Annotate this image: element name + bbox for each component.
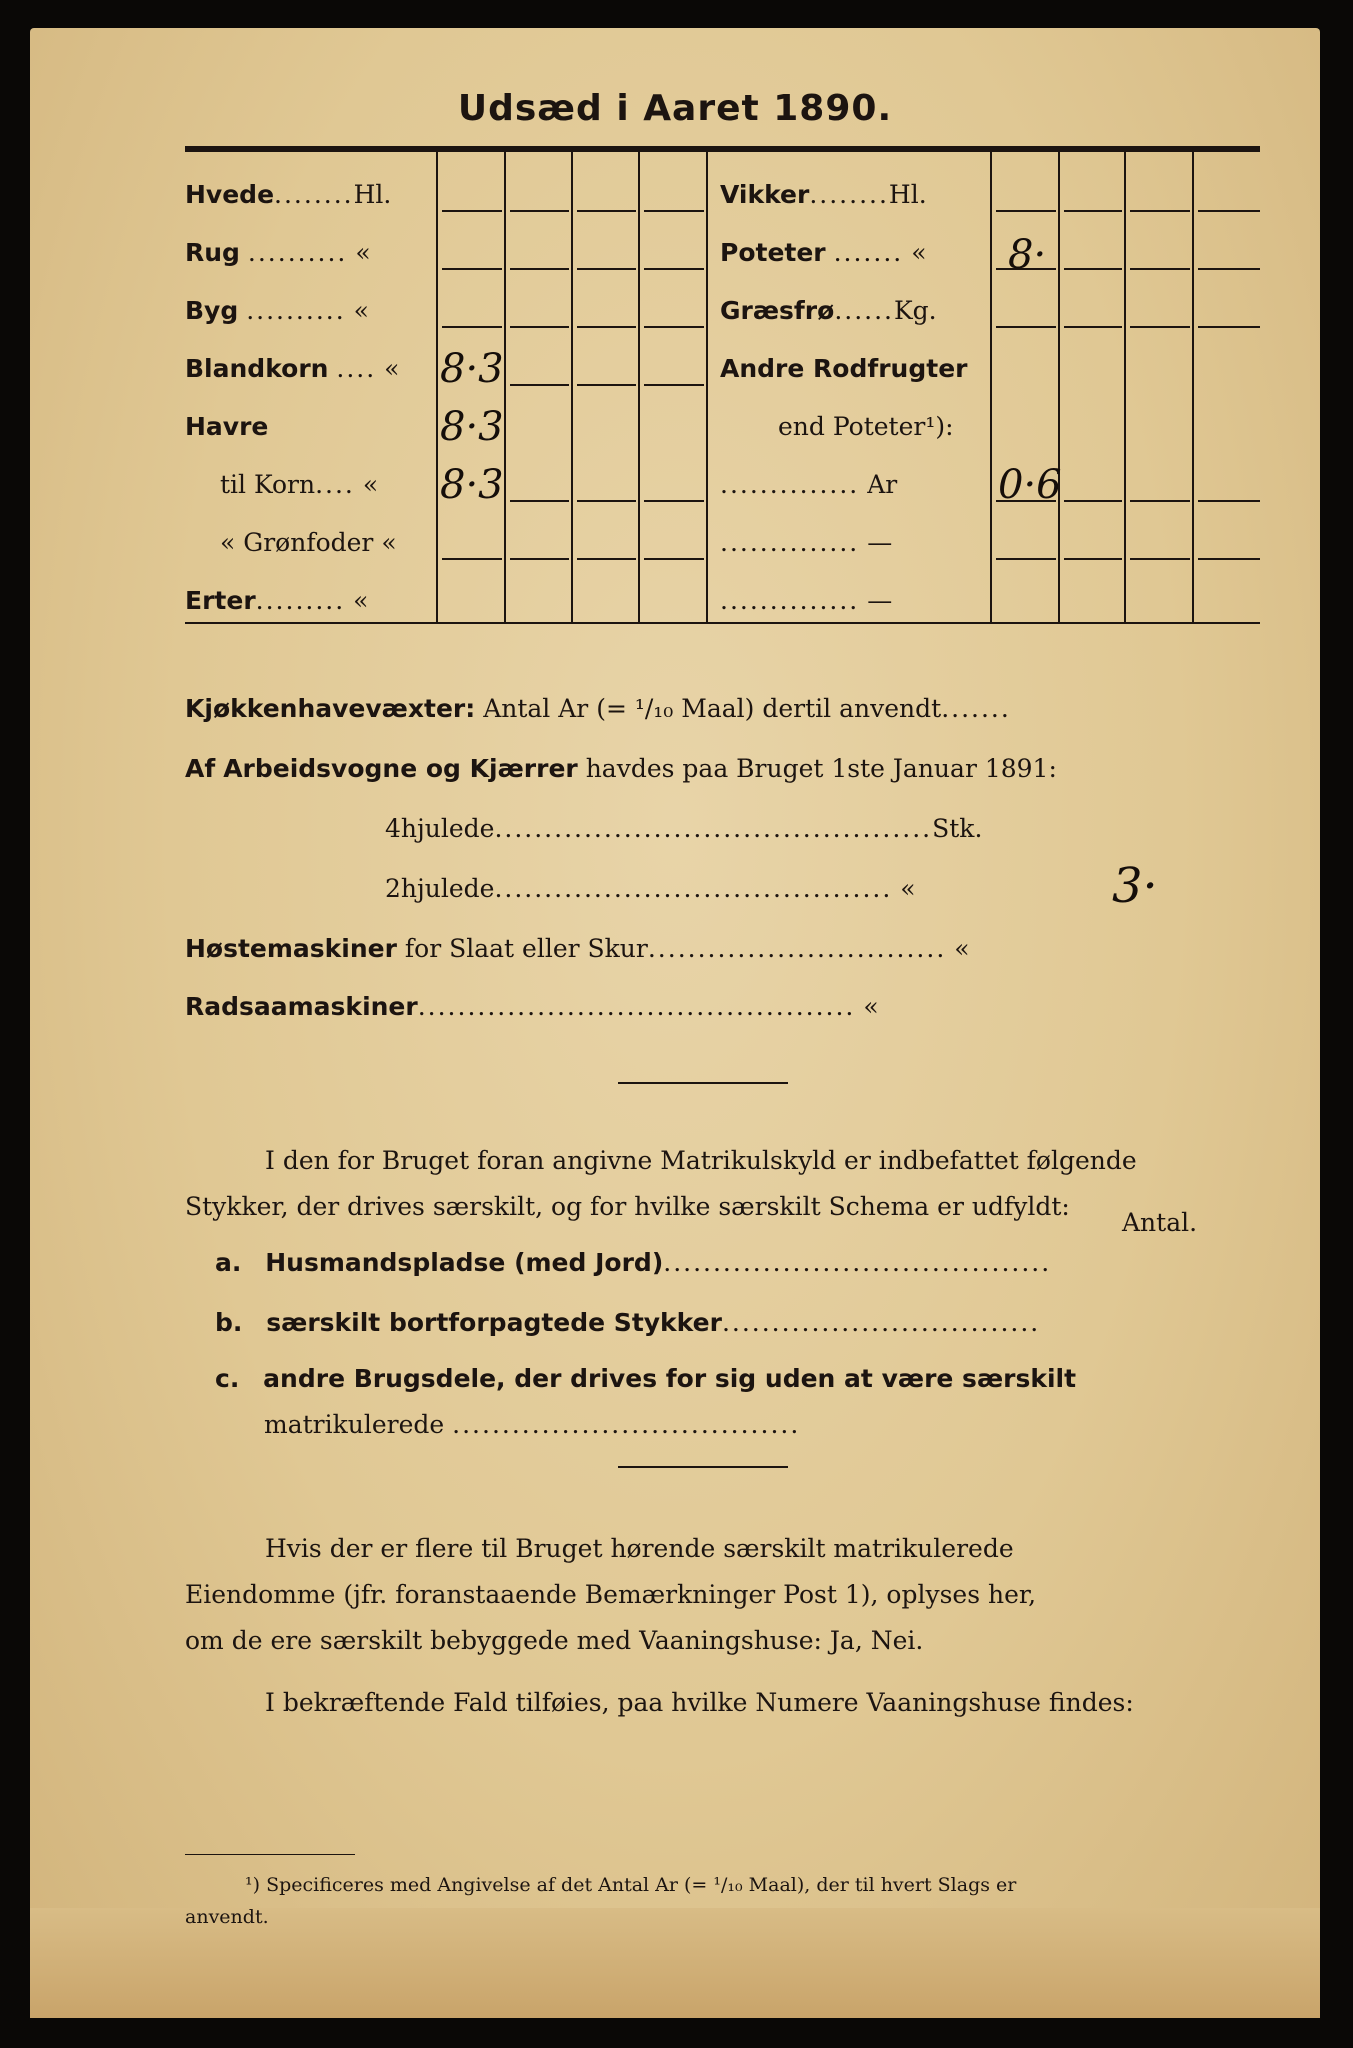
- col-rule: [1058, 152, 1060, 622]
- crop-row: til Korn.... «: [220, 470, 379, 499]
- crop-row: Erter......... «: [185, 586, 369, 615]
- cell-line: [1130, 210, 1190, 212]
- cell-line: [577, 210, 636, 212]
- properties-line: om de ere særskilt bebyggede med Vaaningshuse: Ja, Nei.: [185, 1626, 924, 1655]
- footnote: anvendt.: [185, 1906, 269, 1928]
- parcel-b: b. særskilt bortforpagtede Stykker................................: [215, 1308, 1041, 1337]
- cell-line: [996, 210, 1056, 212]
- two-wheel-line: 2hjulede........................................ «: [385, 874, 916, 903]
- col-rule: [1192, 152, 1194, 622]
- table-bottom-rule: [185, 622, 1260, 624]
- crop-row: .............. Ar: [720, 470, 898, 499]
- cell-line: [644, 558, 704, 560]
- properties-line: Hvis der er flere til Bruget hørende særskilt matrikulerede: [265, 1534, 1014, 1563]
- cell-line: [577, 558, 636, 560]
- seeder-line: Radsaamaskiner............................................ «: [185, 992, 879, 1021]
- footnote: ¹) Specificeres med Angivelse af det Antal Ar (= ¹/₁₀ Maal), der til hvert Slags er: [245, 1874, 1017, 1896]
- crop-row: Andre Rodfrugter: [720, 354, 968, 383]
- col-rule: [638, 152, 640, 622]
- crop-row: Havre: [185, 412, 269, 441]
- cell-line: [996, 326, 1056, 328]
- cell-line: [577, 326, 636, 328]
- harvester-line: Høstemaskiner for Slaat eller Skur.............................. «: [185, 934, 970, 963]
- col-rule: [1124, 152, 1126, 622]
- parcel-a: a. Husmandspladse (med Jord).......................................: [215, 1248, 1052, 1277]
- parcels-intro: Stykker, der drives særskilt, og for hvilke særskilt Schema er udfyldt:: [185, 1192, 1070, 1221]
- value-rodfrugter: 0·6: [998, 462, 1062, 508]
- parcel-c: c. andre Brugsdele, der drives for sig uden at være særskilt: [215, 1364, 1077, 1393]
- form-page: [30, 28, 1320, 2018]
- cell-line: [442, 268, 502, 270]
- table-top-rule: [185, 146, 1260, 152]
- cell-line: [644, 384, 704, 386]
- cell-line: [1198, 500, 1260, 502]
- crop-row: Hvede........Hl.: [185, 180, 392, 209]
- footnote-rule: [185, 1854, 355, 1855]
- kitchen-garden-line: Kjøkkenhavevæxter: Antal Ar (= ¹/₁₀ Maal) dertil anvendt.......: [185, 694, 1011, 723]
- value-til-korn: 8·3: [440, 462, 504, 508]
- cell-line: [577, 500, 636, 502]
- crop-row: Byg .......... «: [185, 296, 369, 325]
- col-rule: [436, 152, 438, 622]
- crop-row: « Grønfoder «: [220, 528, 397, 557]
- crop-row: Blandkorn .... «: [185, 354, 400, 383]
- cell-line: [510, 500, 569, 502]
- wagons-line: Af Arbeidsvogne og Kjærrer havdes paa Bruget 1ste Januar 1891:: [185, 754, 1057, 783]
- crop-row: Græsfrø......Kg.: [720, 296, 937, 325]
- properties-line: Eiendomme (jfr. foranstaaende Bemærkninger Post 1), oplyses her,: [185, 1580, 1037, 1609]
- section-rule: [618, 1082, 788, 1084]
- cell-line: [442, 558, 502, 560]
- cell-line: [1130, 500, 1190, 502]
- cell-line: [510, 384, 569, 386]
- cell-line: [1064, 558, 1122, 560]
- cell-line: [1064, 500, 1122, 502]
- cell-line: [1130, 558, 1190, 560]
- cell-line: [1198, 558, 1260, 560]
- cell-line: [510, 210, 569, 212]
- col-rule: [990, 152, 992, 622]
- crop-row: .............. —: [720, 528, 893, 557]
- cell-line: [1130, 326, 1190, 328]
- section-rule: [618, 1466, 788, 1468]
- cell-line: [644, 268, 704, 270]
- parcels-intro: I den for Bruget foran angivne Matrikulskyld er indbefattet følgende: [265, 1146, 1137, 1175]
- cell-line: [644, 210, 704, 212]
- antal-header: Antal.: [1122, 1208, 1198, 1237]
- page-title: Udsæd i Aaret 1890.: [457, 88, 893, 129]
- cell-line: [1198, 326, 1260, 328]
- value-havre: 8·3: [440, 404, 504, 450]
- cell-line: [1064, 326, 1122, 328]
- cell-line: [996, 558, 1056, 560]
- cell-line: [510, 558, 569, 560]
- cell-line: [510, 268, 569, 270]
- cell-line: [442, 326, 502, 328]
- cell-line: [1198, 268, 1260, 270]
- value-blandkorn: 8·3: [440, 346, 504, 392]
- crop-row: Poteter ....... «: [720, 238, 927, 267]
- cell-line: [1198, 210, 1260, 212]
- cell-line: [510, 326, 569, 328]
- parcel-c-cont: matrikulerede ...................................: [264, 1410, 801, 1439]
- col-rule: [571, 152, 573, 622]
- cell-line: [1130, 268, 1190, 270]
- crop-row: end Poteter¹):: [778, 412, 954, 441]
- cell-line: [1064, 268, 1122, 270]
- cell-line: [644, 500, 704, 502]
- crop-row: Rug .......... «: [185, 238, 371, 267]
- col-rule: [504, 152, 506, 622]
- cell-line: [644, 326, 704, 328]
- value-poteter: 8·: [1008, 232, 1047, 278]
- crop-row: Vikker........Hl.: [720, 180, 927, 209]
- cell-line: [577, 268, 636, 270]
- cell-line: [577, 384, 636, 386]
- cell-line: [1064, 210, 1122, 212]
- properties-line: I bekræftende Fald tilføies, paa hvilke Numere Vaaningshuse findes:: [265, 1688, 1134, 1717]
- four-wheel-line: 4hjulede............................................Stk.: [385, 814, 983, 843]
- crop-row: .............. —: [720, 586, 893, 615]
- value-two-wheel: 3·: [1112, 858, 1158, 914]
- cell-line: [442, 210, 502, 212]
- table-divider: [706, 152, 708, 622]
